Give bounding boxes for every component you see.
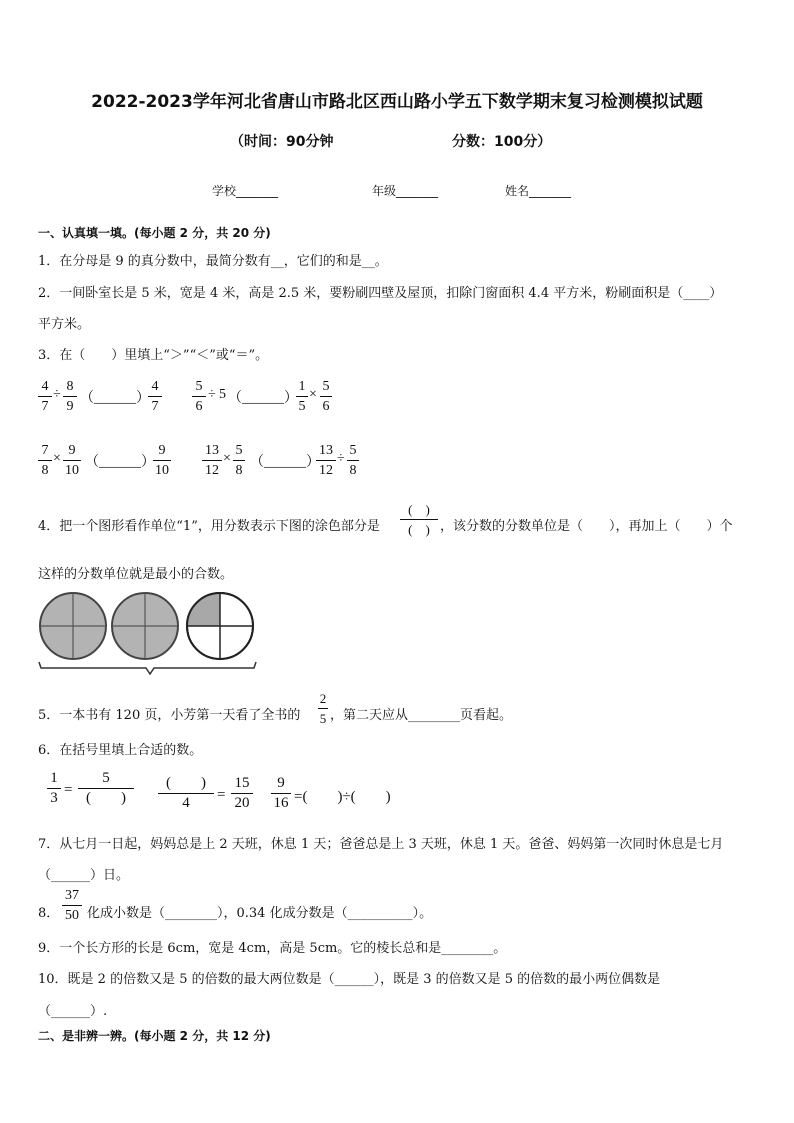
equals-sign: =: [217, 787, 226, 803]
fraction-13-12: 13 12: [202, 442, 222, 479]
name-field: 姓名_______: [505, 184, 572, 198]
equals-sign: =: [64, 782, 73, 798]
fraction-9-16: 9 16: [271, 775, 291, 812]
fraction-5-8: 5 8: [347, 442, 359, 479]
shaded-circle-2: [112, 593, 178, 659]
time-label: （时间：90分钟: [230, 134, 334, 150]
circles-figure: [36, 590, 262, 676]
divide-sign: ÷: [53, 387, 61, 402]
section-2-heading: 二、是非辨一辨。(每小题 2 分，共 12 分): [38, 1029, 271, 1043]
fraction-5-8: 5 8: [233, 442, 245, 479]
partially-shaded-circle: [187, 593, 253, 659]
question-7-line-2: （______）日。: [38, 868, 130, 883]
brace: [39, 662, 256, 674]
question-2-line-1: 2．一间卧室长是 5 米，宽是 4 米，高是 2.5 米，要粉刷四壁及屋顶，扣除门窗面积 4.4 平方米，粉刷面积是（____）: [38, 286, 723, 301]
question-10-line-1: 10．既是 2 的倍数又是 5 的倍数的最大两位数是（______），既是 3 的倍数又是 5 的倍数的最小两位偶数是: [38, 972, 661, 987]
grade-field: 年级_______: [372, 184, 439, 198]
page-title: 2022-2023学年河北省唐山市路北区西山路小学五下数学期末复习检测模拟试题: [91, 92, 703, 112]
divide-sign: ÷: [337, 451, 345, 466]
fraction-5-6: 5 6: [192, 378, 206, 415]
fraction-1-5: 1 5: [296, 378, 308, 415]
question-8-prefix: 8．: [38, 906, 60, 921]
fraction-5-6: 5 6: [320, 378, 332, 415]
fraction-13-12: 13 12: [316, 442, 336, 479]
question-5-part-a: 5．一本书有 120 页，小芳第一天看了全书的: [38, 708, 301, 723]
question-8-text: 化成小数是（________），0.34 化成分数是（__________）。: [87, 906, 433, 921]
fraction-15-20: 15 20: [231, 775, 253, 812]
fraction-5-blank[interactable]: 5 ( ): [78, 770, 134, 807]
question-3: 3．在（ ）里填上“＞”“＜”或“＝”。: [38, 348, 269, 363]
fraction-7-8: 7 8: [38, 442, 52, 479]
fraction-4-7: 4 7: [38, 378, 52, 415]
section-1-heading: 一、认真填一填。(每小题 2 分，共 20 分): [38, 226, 271, 240]
fraction-9-10: 9 10: [155, 443, 169, 478]
fraction-8-9: 8 9: [63, 378, 77, 415]
school-field: 学校_______: [212, 184, 279, 198]
times-sign: ×: [309, 387, 317, 402]
answer-blank[interactable]: （______）: [80, 391, 150, 406]
question-4-line-2: 这样的分数单位就是最小的合数。: [38, 567, 234, 582]
division-blank[interactable]: =( )÷( ): [294, 789, 391, 805]
score-label: 分数：100分）: [452, 134, 552, 150]
answer-blank[interactable]: （______）: [228, 391, 298, 406]
fraction-1-3: 1 3: [47, 770, 61, 807]
fraction-2-5: 2 5: [319, 691, 327, 726]
q4-fraction-blank[interactable]: ( ) ( ): [400, 501, 438, 538]
fraction-9-10: 9 10: [65, 443, 79, 478]
question-2-line-2: 平方米。: [38, 317, 91, 332]
question-4-part-a: 4．把一个图形看作单位“1”，用分数表示下图的涂色部分是: [38, 519, 380, 534]
fraction-4-7: 4 7: [148, 378, 162, 415]
question-4-part-b: ，该分数的分数单位是（ ），再加上（ ）个: [440, 519, 733, 534]
question-6: 6．在括号里填上合适的数。: [38, 743, 203, 758]
question-10-line-2: （______）.: [38, 1004, 108, 1019]
question-1: 1．在分母是 9 的真分数中，最简分数有__，它们的和是__。: [38, 254, 388, 269]
answer-blank[interactable]: （______）: [250, 455, 320, 470]
divide-sign: ÷: [208, 387, 216, 402]
question-7-line-1: 7．从七月一日起，妈妈总是上 2 天班，休息 1 天；爸爸总是上 3 天班，休息 1 天。爸爸、妈妈第一次同时休息是七月: [38, 837, 724, 852]
times-sign: ×: [223, 451, 231, 466]
fraction-blank-4[interactable]: ( ) 4: [158, 775, 214, 812]
question-5-part-b: ，第二天应从________页看起。: [330, 708, 513, 723]
times-sign: ×: [53, 451, 61, 466]
number-5: 5: [219, 387, 226, 402]
shaded-circle-1: [40, 593, 106, 659]
fraction-37-50: 37 50: [62, 887, 82, 924]
answer-blank[interactable]: （______）: [85, 455, 155, 470]
question-9: 9．一个长方形的长是 6cm，宽是 4cm，高是 5cm。它的棱长总和是________。: [38, 941, 507, 956]
